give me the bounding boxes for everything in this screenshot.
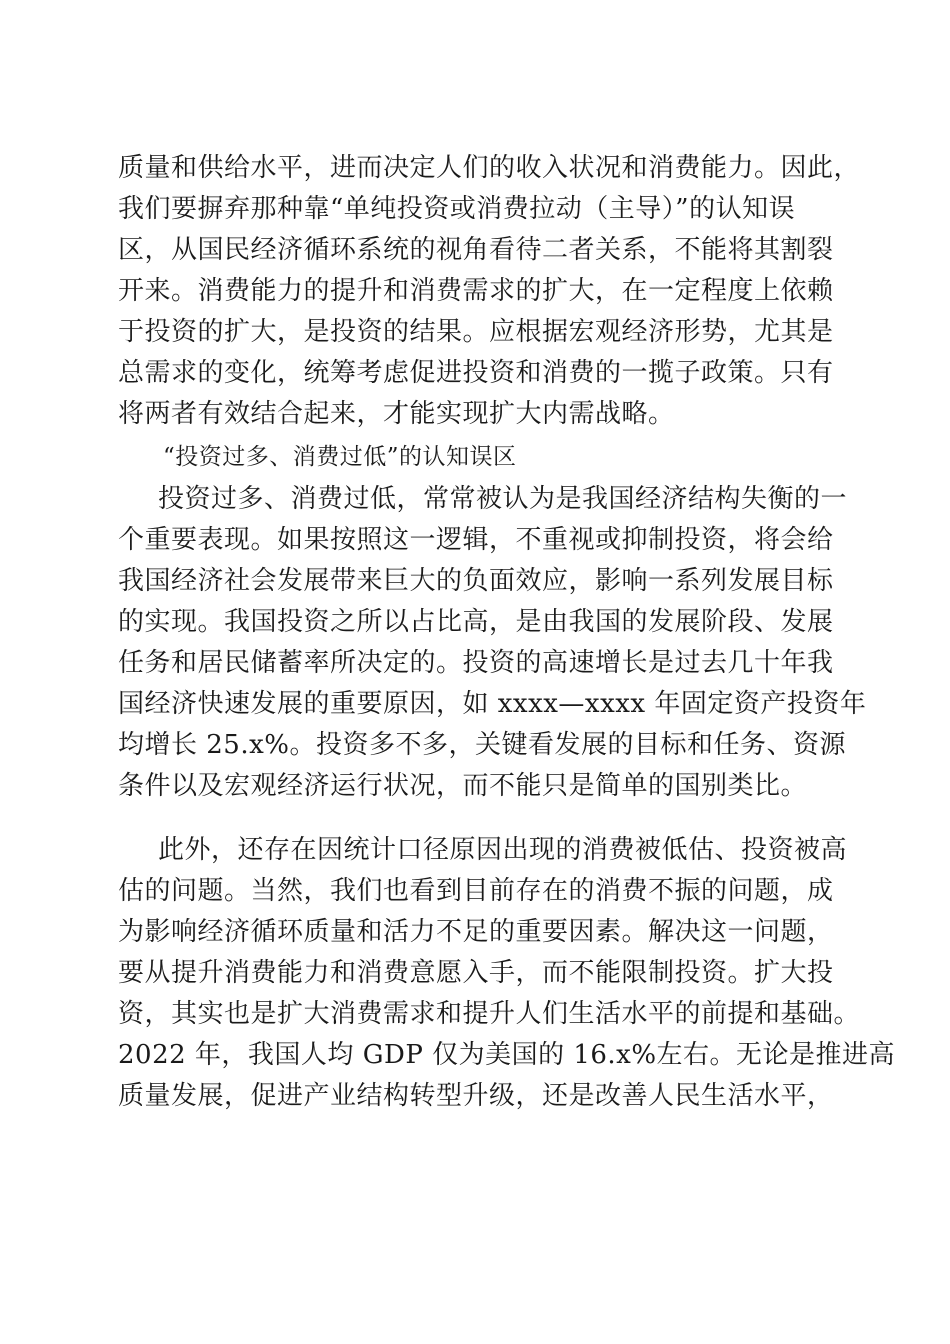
paragraph-2-line-4: 的实现。我国投资之所以占比高，是由我国的发展阶段、发展 [118, 607, 834, 637]
paragraph-3-line-5: 资，其实也是扩大消费需求和提升人们生活水平的前提和基础。 [118, 999, 861, 1029]
paragraph-3-line-2: 估的问题。当然，我们也看到目前存在的消费不振的问题，成 [118, 876, 834, 906]
paragraph-3-line-4: 要从提升消费能力和消费意愿入手，而不能限制投资。扩大投 [118, 958, 834, 988]
paragraph-1-line-6: 总需求的变化，统筹考虑促进投资和消费的一揽子政策。只有 [118, 358, 834, 388]
paragraph-1-line-2: 我们要摒弃那种靠“单纯投资或消费拉动（主导）”的认知误 [118, 194, 796, 224]
paragraph-3-line-7: 质量发展，促进产业结构转型升级，还是改善人民生活水平， [118, 1081, 834, 1111]
paragraph-3-line-3: 为影响经济循环质量和活力不足的重要因素。解决这一问题， [118, 917, 834, 947]
paragraph-1-line-1: 质量和供给水平，进而决定人们的收入状况和消费能力。因此， [118, 153, 861, 183]
paragraph-2-line-1: 投资过多、消费过低，常常被认为是我国经济结构失衡的一 [158, 484, 848, 514]
paragraph-2-line-7: 均增长 25.x%。投资多不多，关键看发展的目标和任务、资源 [118, 730, 846, 760]
paragraph-1-line-4: 开来。消费能力的提升和消费需求的扩大，在一定程度上依赖 [118, 276, 834, 306]
paragraph-2-line-2: 个重要表现。如果按照这一逻辑，不重视或抑制投资，将会给 [118, 525, 834, 555]
paragraph-2-line-8: 条件以及宏观经济运行状况，而不能只是简单的国别类比。 [118, 771, 808, 801]
paragraph-1-line-5: 于投资的扩大，是投资的结果。应根据宏观经济形势，尤其是 [118, 317, 834, 347]
paragraph-1-line-7: 将两者有效结合起来，才能实现扩大内需战略。 [118, 399, 675, 429]
paragraph-2-line-5: 任务和居民储蓄率所决定的。投资的高速增长是过去几十年我 [118, 648, 834, 678]
paragraph-3-line-6: 2022 年，我国人均 GDP 仅为美国的 16.x%左右。无论是推进高 [118, 1040, 896, 1070]
paragraph-1-line-3: 区，从国民经济循环系统的视角看待二者关系，不能将其割裂 [118, 235, 834, 265]
paragraph-2-line-6: 国经济快速发展的重要原因，如 xxxx—xxxx 年固定资产投资年 [118, 689, 867, 719]
paragraph-3-line-1: 此外，还存在因统计口径原因出现的消费被低估、投资被高 [158, 835, 848, 865]
paragraph-2-line-3: 我国经济社会发展带来巨大的负面效应，影响一系列发展目标 [118, 566, 834, 596]
section-heading: “投资过多、消费过低”的认知误区 [163, 444, 517, 470]
